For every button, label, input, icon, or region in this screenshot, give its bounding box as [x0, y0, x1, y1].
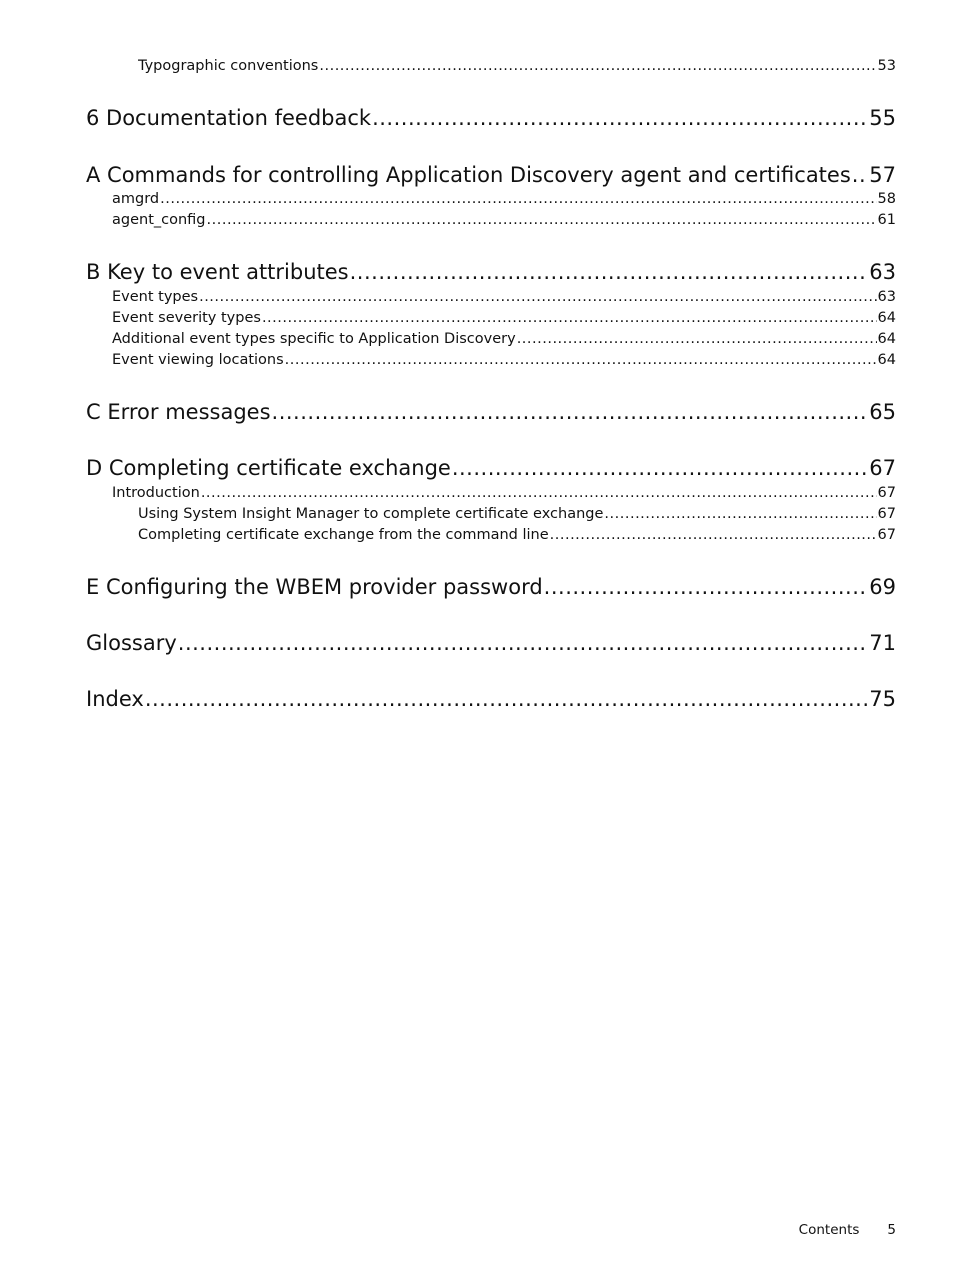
dot-leader — [604, 504, 876, 524]
toc-entry-title: Typographic conventions — [138, 58, 319, 74]
toc-entry[interactable] — [112, 483, 896, 503]
toc-chapter-entry[interactable] — [86, 258, 896, 286]
page-footer — [799, 1222, 896, 1238]
dot-leader — [517, 329, 877, 349]
toc-entry-title: agent_config — [112, 212, 206, 228]
toc-entry-title: B Key to event attributes — [86, 260, 349, 284]
toc-entry-page: 64 — [877, 310, 896, 326]
dot-leader — [207, 210, 877, 230]
toc-entry-page: 57 — [869, 163, 896, 187]
toc-entry-title: amgrd — [112, 191, 160, 207]
toc-entry-page: 67 — [877, 506, 896, 522]
toc-entry-title: Event types — [112, 289, 199, 305]
toc-entry[interactable] — [112, 329, 896, 349]
toc-entry-title: C Error messages — [86, 400, 271, 424]
toc-entry-page: 64 — [877, 352, 896, 368]
toc-entry-title: 6 Documentation feedback — [86, 106, 372, 130]
toc-entry[interactable] — [112, 308, 896, 328]
toc-entry-title: Completing certificate exchange from the command line — [138, 527, 549, 543]
dot-leader — [350, 258, 869, 286]
toc-entry-page: 63 — [877, 289, 896, 305]
footer-page-number: 5 — [887, 1222, 896, 1238]
dot-leader — [285, 350, 877, 370]
toc-entry-title: Introduction — [112, 485, 200, 501]
toc-entry-title: Additional event types specific to Application Discovery — [112, 331, 516, 347]
toc-entry-page: 69 — [869, 575, 896, 599]
dot-leader — [262, 308, 877, 328]
dot-leader — [550, 525, 877, 545]
dot-leader — [160, 189, 876, 209]
toc-entry-page: 65 — [869, 400, 896, 424]
toc-entry[interactable] — [112, 287, 896, 307]
dot-leader — [178, 629, 868, 657]
toc-entry-page: 67 — [869, 456, 896, 480]
toc-entry-page: 58 — [877, 191, 896, 207]
toc-entry-page: 55 — [869, 106, 896, 130]
dot-leader — [544, 573, 869, 601]
toc-entry[interactable] — [112, 350, 896, 370]
dot-leader — [272, 398, 869, 426]
dot-leader — [199, 287, 876, 307]
toc-entry-title: Index — [86, 687, 144, 711]
toc-chapter-entry[interactable] — [86, 685, 896, 713]
toc-entry-title: E Configuring the WBEM provider password — [86, 575, 543, 599]
toc-entry[interactable] — [112, 210, 896, 230]
toc-entry-page: 71 — [869, 631, 896, 655]
dot-leader — [452, 454, 868, 482]
toc-entry-page: 63 — [869, 260, 896, 284]
toc-entry-page: 67 — [877, 527, 896, 543]
dot-leader — [201, 483, 877, 503]
toc-chapter-entry[interactable] — [86, 629, 896, 657]
toc-chapter-entry[interactable] — [86, 573, 896, 601]
toc-entry-page: 61 — [877, 212, 896, 228]
toc-entry-page: 64 — [877, 331, 896, 347]
toc-entry-page: 53 — [877, 58, 896, 74]
toc-chapter-entry[interactable] — [86, 104, 896, 132]
dot-leader — [319, 56, 876, 76]
toc-entry[interactable] — [138, 504, 896, 524]
dot-leader — [145, 685, 868, 713]
toc-entry-title: Glossary — [86, 631, 177, 655]
dot-leader — [852, 161, 868, 189]
toc-entry-title: A Commands for controlling Application Discovery agent and certificates — [86, 163, 851, 187]
toc-entry-page: 67 — [877, 485, 896, 501]
toc-entry[interactable] — [138, 525, 896, 545]
toc-entry-title: D Completing certificate exchange — [86, 456, 451, 480]
toc-chapter-entry[interactable] — [86, 454, 896, 482]
toc-entry[interactable] — [138, 56, 896, 76]
toc-entry-title: Using System Insight Manager to complete certificate exchange — [138, 506, 604, 522]
dot-leader — [372, 104, 868, 132]
toc-chapter-entry[interactable] — [86, 161, 896, 189]
toc-entry-title: Event severity types — [112, 310, 261, 326]
footer-section-label: Contents — [798, 1222, 860, 1238]
toc-entry-title: Event viewing locations — [112, 352, 284, 368]
toc-entry-page: 75 — [869, 687, 896, 711]
toc-entry[interactable] — [112, 189, 896, 209]
toc-chapter-entry[interactable] — [86, 398, 896, 426]
